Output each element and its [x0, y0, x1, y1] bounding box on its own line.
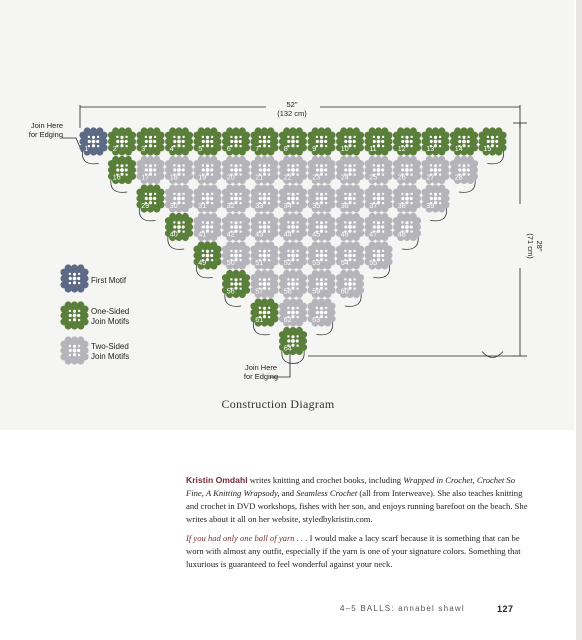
motif-36	[336, 184, 364, 212]
motif-5	[193, 127, 221, 155]
motif-16	[108, 156, 136, 184]
height-imperial: 28"	[535, 240, 544, 252]
motif-30	[165, 184, 193, 212]
motif-number: 22	[283, 173, 292, 182]
motif-56	[222, 270, 250, 298]
motif-2	[108, 127, 136, 155]
motif-18	[165, 156, 193, 184]
motif-number: 60	[340, 287, 349, 296]
width-imperial: 52"	[286, 100, 298, 109]
motif-37	[364, 184, 392, 212]
motif-13	[421, 127, 449, 155]
motif-number: 5	[198, 144, 203, 153]
motif-33	[250, 184, 278, 212]
legend-first-swatch	[60, 264, 88, 292]
motif-number: 55	[369, 258, 378, 267]
motif-number: 31	[198, 201, 207, 210]
motif-42	[222, 213, 250, 241]
motif-31	[193, 184, 221, 212]
motif-54	[336, 241, 364, 269]
motif-number: 64	[283, 344, 292, 353]
motif-52	[279, 241, 307, 269]
motif-43	[250, 213, 278, 241]
legend-two-sided-line-1: Two-Sided	[91, 342, 129, 351]
page-edge	[576, 0, 582, 640]
motif-number: 29	[141, 201, 150, 210]
motif-number: 21	[255, 173, 264, 182]
motif-64	[279, 327, 307, 355]
motif-22	[279, 156, 307, 184]
motif-20	[222, 156, 250, 184]
join-top-line-2: for Edging	[28, 130, 63, 139]
height-metric: (71 cm)	[526, 233, 535, 259]
edging-loop	[482, 352, 503, 358]
motif-4	[165, 127, 193, 155]
motif-number: 38	[397, 201, 406, 210]
motif-27	[421, 156, 449, 184]
motif-59	[307, 270, 335, 298]
motif-34	[279, 184, 307, 212]
motif-number: 3	[141, 144, 146, 153]
join-bottom-label	[238, 363, 284, 381]
motif-number: 33	[255, 201, 264, 210]
motif-number: 13	[426, 144, 435, 153]
motif-number: 54	[340, 258, 349, 267]
motif-24	[336, 156, 364, 184]
join-top-leader	[62, 138, 82, 152]
motif-15	[478, 127, 506, 155]
join-top-line-1: Join Here	[30, 121, 63, 130]
motif-62	[279, 298, 307, 326]
motif-12	[393, 127, 421, 155]
bio-text-1: writes knitting and crochet books, including	[247, 475, 404, 485]
motif-number: 20	[226, 173, 235, 182]
motif-number: 19	[198, 173, 207, 182]
motif-3	[136, 127, 164, 155]
legend-one-sided-line-1: One-Sided	[91, 307, 130, 316]
ball-paragraph	[186, 532, 530, 571]
bio-text-3: (all from Interweave). She also teaches knitting and crochet in DVD workshops, fishes with her son, and enjoys running barefoot on the beach. She writes about it all on her website, styledbykristin.com.	[186, 488, 528, 524]
motif-1	[79, 127, 107, 155]
motif-41	[193, 213, 221, 241]
width-metric: (132 cm)	[277, 109, 307, 118]
motif-number: 15	[483, 144, 492, 153]
legend-first-label: First Motif	[91, 276, 127, 285]
motif-number: 12	[397, 144, 406, 153]
motif-number: 23	[312, 173, 321, 182]
motif-48	[393, 213, 421, 241]
motif-61	[250, 298, 278, 326]
motif-number: 14	[454, 144, 463, 153]
motif-number: 42	[226, 230, 235, 239]
motif-number: 25	[369, 173, 378, 182]
motif-14	[450, 127, 478, 155]
motif-10	[336, 127, 364, 155]
motif-number: 49	[198, 258, 207, 267]
join-bottom-line-2: for Edging	[243, 372, 279, 381]
motif-number: 58	[283, 287, 292, 296]
motif-number: 34	[283, 201, 292, 210]
height-dimension-label	[526, 211, 544, 281]
join-bottom-line-1: Join Here	[244, 363, 278, 372]
motif-number: 41	[198, 230, 207, 239]
motif-number: 35	[312, 201, 321, 210]
motif-47	[364, 213, 392, 241]
motif-number: 52	[283, 258, 292, 267]
legend-two-sided-swatch	[60, 336, 88, 364]
motif-35	[307, 184, 335, 212]
bio-text-2: and	[279, 488, 297, 498]
motif-number: 44	[283, 230, 292, 239]
motif-6	[222, 127, 250, 155]
motif-number: 47	[369, 230, 378, 239]
motif-58	[279, 270, 307, 298]
ball-lead: If you had only one ball of yarn . . .	[186, 533, 308, 543]
motif-number: 46	[340, 230, 349, 239]
author-name: Kristin Omdahl	[186, 475, 248, 485]
motif-number: 16	[112, 173, 121, 182]
legend-two-sided-line-2: Join Motifs	[91, 352, 130, 361]
motif-11	[364, 127, 392, 155]
motif-number: 40	[169, 230, 178, 239]
motif-38	[393, 184, 421, 212]
motif-number: 43	[255, 230, 264, 239]
motif-63	[307, 298, 335, 326]
motif-19	[193, 156, 221, 184]
ball-text: I would make a lacy scarf because it is something that can be worn with almost any outfit, especially if the yarn is one of your signature colors. Something that luxurious is guaranteed to feel wonderful against your neck.	[186, 533, 521, 569]
motif-number: 28	[454, 173, 463, 182]
motif-number: 61	[255, 315, 264, 324]
motif-32	[222, 184, 250, 212]
motif-number: 11	[369, 144, 377, 153]
page-number: 127	[497, 604, 514, 614]
bio-book-title-last: Seamless Crochet	[296, 488, 358, 498]
motif-number: 6	[226, 144, 231, 153]
join-top-label	[8, 121, 63, 139]
motif-number: 10	[340, 144, 349, 153]
footer-chapter: 4–5 BALLS: annabel shawl	[340, 604, 465, 613]
motif-number: 32	[226, 201, 235, 210]
motif-number: 53	[312, 258, 321, 267]
motif-number: 63	[312, 315, 321, 324]
motif-number: 17	[141, 173, 150, 182]
motif-number: 51	[255, 258, 264, 267]
motif-51	[250, 241, 278, 269]
motif-49	[193, 241, 221, 269]
motif-55	[364, 241, 392, 269]
motif-8	[279, 127, 307, 155]
motif-21	[250, 156, 278, 184]
motif-number: 57	[255, 287, 264, 296]
motif-60	[336, 270, 364, 298]
motif-number: 7	[255, 144, 260, 153]
motif-40	[165, 213, 193, 241]
motif-number: 45	[312, 230, 321, 239]
motif-9	[307, 127, 335, 155]
motif-44	[279, 213, 307, 241]
motif-number: 37	[369, 201, 378, 210]
motif-39	[421, 184, 449, 212]
diagram-caption: Construction Diagram	[221, 397, 335, 411]
legend-one-sided-label	[91, 307, 129, 327]
motif-number: 24	[340, 173, 349, 182]
motif-number: 2	[112, 144, 117, 153]
motif-46	[336, 213, 364, 241]
motif-number: 26	[397, 173, 406, 182]
motif-50	[222, 241, 250, 269]
motif-17	[136, 156, 164, 184]
motif-28	[450, 156, 478, 184]
motif-7	[250, 127, 278, 155]
motif-25	[364, 156, 392, 184]
motif-23	[307, 156, 335, 184]
motif-number: 36	[340, 201, 349, 210]
width-dimension-label	[262, 100, 322, 118]
motif-number: 8	[283, 144, 288, 153]
motif-number: 56	[226, 287, 235, 296]
legend-two-sided-label	[91, 342, 129, 362]
motif-number: 62	[283, 315, 292, 324]
motif-number: 59	[312, 287, 321, 296]
motif-26	[393, 156, 421, 184]
motif-number: 27	[426, 173, 435, 182]
legend-one-sided-line-2: Join Motifs	[91, 317, 130, 326]
motif-number: 48	[397, 230, 406, 239]
body-text	[186, 474, 530, 577]
motif-57	[250, 270, 278, 298]
bio-paragraph	[186, 474, 530, 526]
motif-29	[136, 184, 164, 212]
motif-number: 39	[426, 201, 435, 210]
legend-one-sided-swatch	[60, 301, 88, 329]
motif-number: 50	[226, 258, 235, 267]
motif-number: 9	[312, 144, 317, 153]
bio-book-titles: Wrapped in Crochet, Crochet So Fine, A Knitting Wrapsody,	[186, 475, 516, 498]
motif-45	[307, 213, 335, 241]
motif-53	[307, 241, 335, 269]
motif-number: 1	[84, 144, 89, 153]
motif-number: 30	[169, 201, 178, 210]
motif-number: 4	[169, 144, 174, 153]
motif-number: 18	[169, 173, 178, 182]
